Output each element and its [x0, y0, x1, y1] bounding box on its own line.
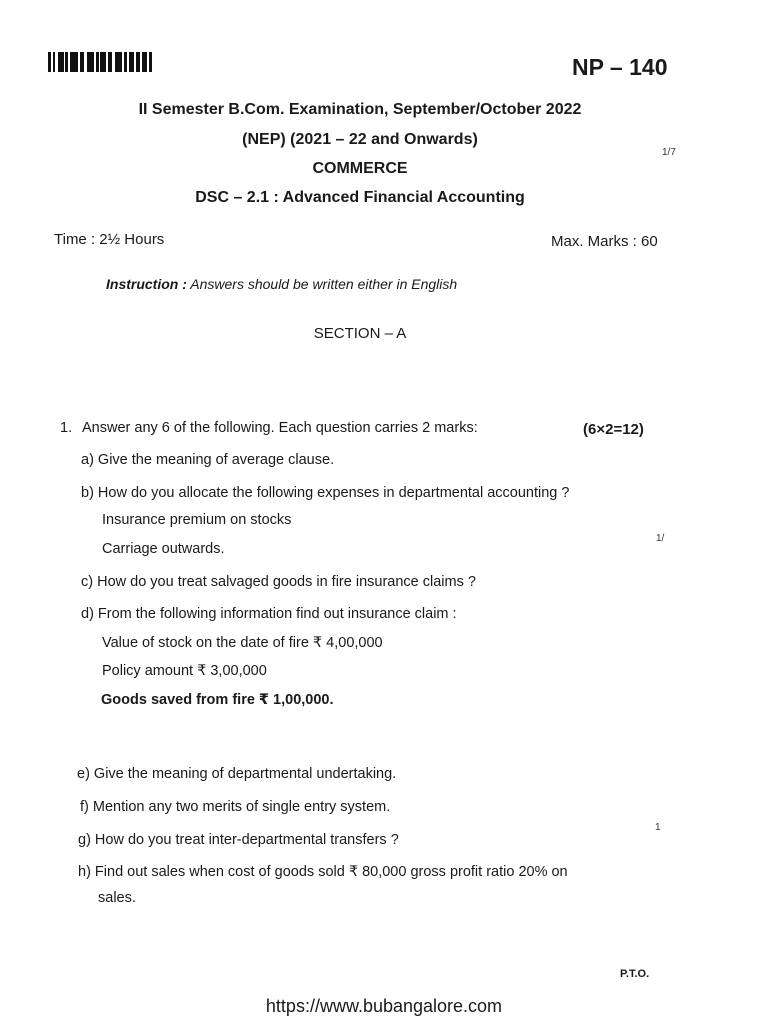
list-item: d) From the following information find out insurance claim :: [81, 606, 457, 622]
question-number: 1.: [60, 420, 73, 436]
margin-mark: 1/: [656, 533, 665, 544]
list-item: Policy amount ₹ 3,00,000: [102, 663, 267, 679]
list-item: Insurance premium on stocks: [102, 512, 292, 528]
paper-code: NP – 140: [572, 54, 668, 80]
paper-title: DSC – 2.1 : Advanced Financial Accounting: [195, 189, 525, 206]
list-item: h) Find out sales when cost of goods sold ₹ 80,000 gross profit ratio 20% on: [78, 864, 568, 880]
pto-note: P.T.O.: [620, 968, 650, 980]
list-item: sales.: [98, 890, 136, 906]
instruction-text: Answers should be written either in English: [186, 276, 458, 292]
list-item: a) Give the meaning of average clause.: [81, 452, 335, 468]
source-url[interactable]: https://www.bubangalore.com: [265, 996, 503, 1016]
list-item: Goods saved from fire ₹ 1,00,000.: [101, 692, 334, 708]
barcode: [48, 52, 152, 72]
margin-mark: 1/7: [662, 147, 676, 158]
list-item: e) Give the meaning of departmental undertaking.: [77, 766, 397, 782]
subject-title: COMMERCE: [312, 160, 408, 177]
list-item: g) How do you treat inter-departmental transfers ?: [78, 832, 399, 848]
instruction: [106, 276, 457, 292]
time-allowed: Time : 2½ Hours: [54, 231, 165, 248]
list-item: c) How do you treat salvaged goods in fire insurance claims ?: [81, 574, 476, 590]
question-prompt: Answer any 6 of the following. Each question carries 2 marks:: [82, 420, 478, 436]
list-item: b) How do you allocate the following expenses in departmental accounting ?: [81, 485, 570, 501]
margin-mark: 1: [655, 822, 661, 833]
list-item: f) Mention any two merits of single entry system.: [80, 799, 391, 815]
list-item: Carriage outwards.: [102, 541, 225, 557]
list-item: Value of stock on the date of fire ₹ 4,00,000: [102, 635, 383, 651]
max-marks: Max. Marks : 60: [551, 233, 658, 250]
section-title: SECTION – A: [313, 325, 407, 342]
instruction-label: Instruction :: [106, 276, 187, 292]
exam-title: II Semester B.Com. Examination, September/October 2022: [138, 101, 582, 118]
scheme-line: (NEP) (2021 – 22 and Onwards): [242, 131, 478, 148]
question-marks: (6×2=12): [583, 421, 644, 438]
